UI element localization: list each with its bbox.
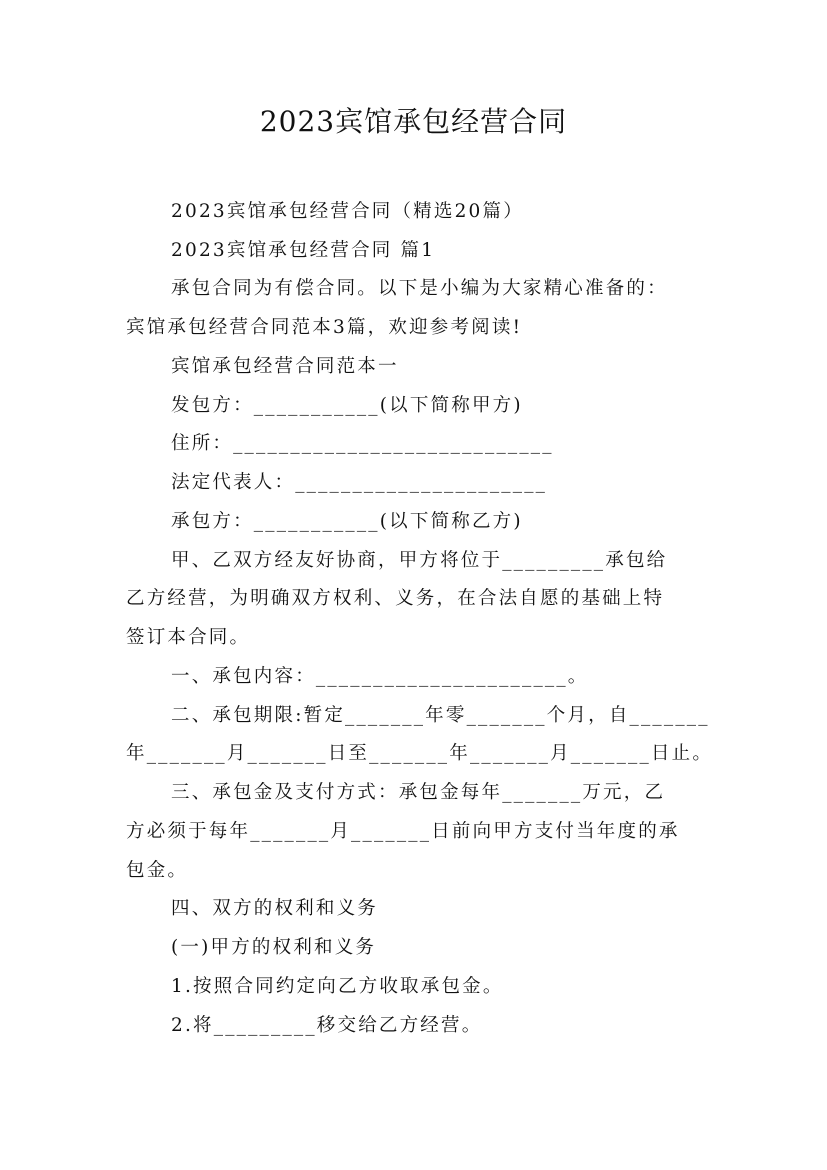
paragraph-body-line: 乙方经营，为明确双方权利、义务，在合法自愿的基础上特 — [126, 588, 665, 609]
paragraph-intro-line: 宾馆承包经营合同范本3篇，欢迎参考阅读! — [126, 317, 523, 338]
list-item: 2.将_________移交给乙方经营。 — [171, 1015, 483, 1036]
paragraph-section-heading: 2023宾馆承包经营合同 篇1 — [171, 240, 436, 261]
clause-line: 一、承包内容：______________________。 — [171, 666, 589, 687]
document-title: 2023宾馆承包经营合同 — [259, 105, 568, 138]
section-heading: 四、双方的权利和义务 — [171, 898, 379, 919]
clause-line: 包金。 — [126, 860, 189, 881]
field-contractor-issuer: 发包方：___________(以下简称甲方) — [171, 395, 523, 416]
paragraph-intro-line: 承包合同为有偿合同。以下是小编为大家精心准备的： — [171, 278, 668, 299]
field-contractor: 承包方：___________(以下简称乙方) — [171, 511, 523, 532]
paragraph-subtitle: 2023宾馆承包经营合同（精选20篇） — [171, 201, 524, 222]
field-legal-representative: 法定代表人：______________________ — [171, 472, 548, 493]
clause-line: 二、承包期限:暂定_______年零_______个月，自_______ — [171, 705, 710, 726]
field-address: 住所：____________________________ — [171, 433, 554, 454]
clause-line: 三、承包金及支付方式：承包金每年_______万元，乙 — [171, 782, 666, 803]
subsection-heading: (一)甲方的权利和义务 — [171, 937, 377, 958]
list-item: 1.按照合同约定向乙方收取承包金。 — [171, 976, 504, 997]
clause-line: 年_______月_______日至_______年_______月_______日止。 — [126, 743, 714, 764]
paragraph-body-line: 签订本合同。 — [126, 627, 251, 648]
clause-line: 方必须于每年_______月_______日前向甲方支付当年度的承 — [126, 821, 680, 842]
paragraph-sample-heading: 宾馆承包经营合同范本一 — [171, 356, 399, 377]
paragraph-body-line: 甲、乙双方经友好协商，甲方将位于_________承包给 — [171, 550, 668, 571]
